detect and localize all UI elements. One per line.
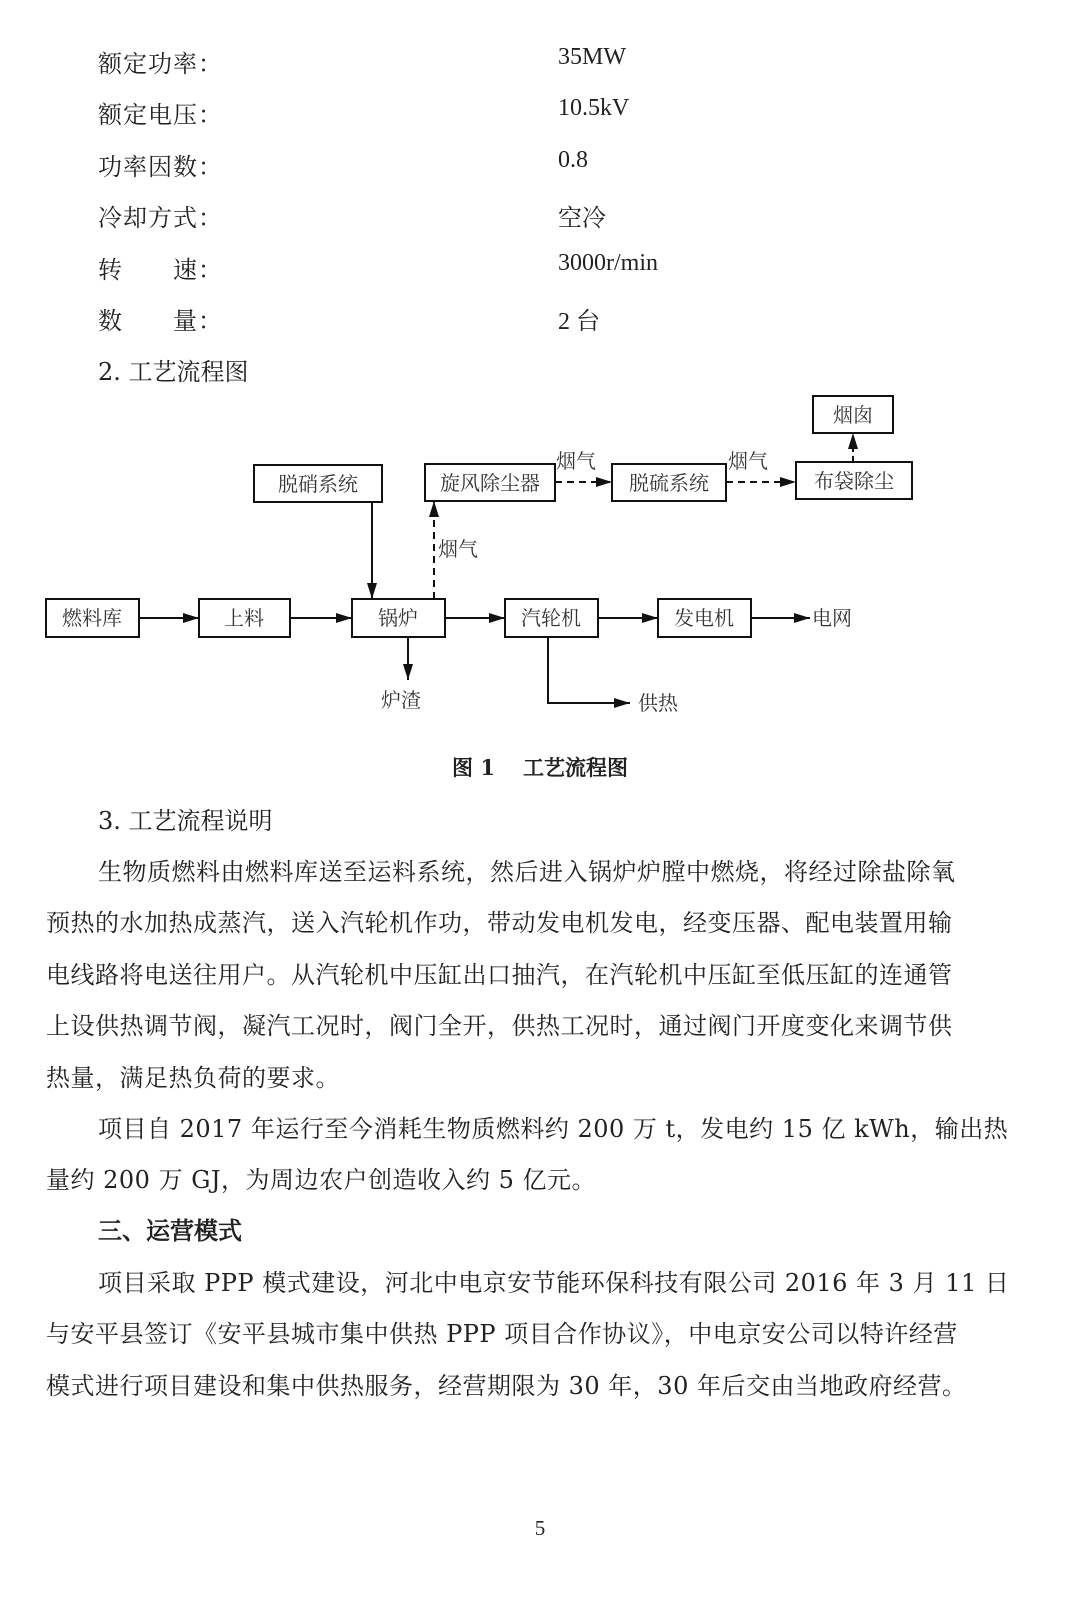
figure-caption <box>0 752 1080 782</box>
text-line: 上设供热调节阀，凝汽工况时，阀门全开，供热工况时，通过阀门开度变化来调节供 <box>46 1012 953 1040</box>
section-heading-operation-model: 三、运营模式 <box>98 1216 242 1245</box>
section-heading-flowchart: 2. 工艺流程图 <box>98 358 249 386</box>
spec-label: 数 量： <box>98 307 223 335</box>
spec-value: 35MW <box>558 44 626 70</box>
spec-label: 冷却方式： <box>98 204 223 232</box>
text-line: 电线路将电送往用户。从汽轮机中压缸出口抽汽，在汽轮机中压缸至低压缸的连通管 <box>46 961 953 989</box>
node-label: 发电机 <box>674 606 734 630</box>
node-label: 旋风除尘器 <box>440 471 540 495</box>
spec-label: 额定功率： <box>98 50 223 78</box>
node-label: 汽轮机 <box>521 606 581 630</box>
spec-label: 转 速： <box>98 256 223 284</box>
line-turbine-to-heat <box>548 637 628 703</box>
spec-value: 10.5kV <box>558 95 630 121</box>
text-line: 热量，满足热负荷的要求。 <box>46 1064 340 1092</box>
section-heading-description: 3. 工艺流程说明 <box>98 807 273 835</box>
node-label: 脱硝系统 <box>278 472 358 496</box>
node-label: 燃料库 <box>62 606 122 630</box>
edge-label-heat-supply: 供热 <box>638 691 678 715</box>
text-line: 项目采取 PPP 模式建设，河北中电京安节能环保科技有限公司 2016 年 3 月 11 日 <box>98 1269 1010 1297</box>
node-label: 布袋除尘 <box>814 469 894 493</box>
text-line: 模式进行项目建设和集中供热服务，经营期限为 30 年，30 年后交由当地政府经营。 <box>46 1372 967 1400</box>
text-line: 生物质燃料由燃料库送至运料系统，然后进入锅炉炉膛中燃烧，将经过除盐除氧 <box>98 858 956 886</box>
edge-label-slag: 炉渣 <box>381 688 421 712</box>
text-line: 项目自 2017 年运行至今消耗生物质燃料约 200 万 t，发电约 15 亿 kWh，输出热 <box>98 1115 1009 1143</box>
spec-value: 2 台 <box>558 309 600 335</box>
text-line: 与安平县签订《安平县城市集中供热 PPP 项目合作协议》，中电京安公司以特许经营 <box>46 1320 958 1348</box>
edge-label-grid: 电网 <box>812 606 852 630</box>
figure-number: 图 1 <box>452 755 495 780</box>
spec-value: 空冷 <box>558 206 606 232</box>
edge-label-flue-gas: 烟气 <box>728 449 768 473</box>
process-flowchart <box>0 380 1080 725</box>
page-number: 5 <box>534 1516 546 1540</box>
figure-title: 工艺流程图 <box>522 755 628 780</box>
node-label: 上料 <box>224 606 264 630</box>
node-label: 锅炉 <box>378 606 418 630</box>
node-label: 烟囱 <box>833 403 873 427</box>
text-line: 预热的水加热成蒸汽，送入汽轮机作功，带动发电机发电，经变压器、配电装置用输 <box>46 909 953 937</box>
spec-label: 额定电压： <box>98 101 223 129</box>
edge-label-flue-gas: 烟气 <box>438 537 478 561</box>
spec-label: 功率因数： <box>98 153 223 181</box>
text-line: 量约 200 万 GJ，为周边农户创造收入约 5 亿元。 <box>46 1166 597 1194</box>
edge-label-flue-gas: 烟气 <box>556 449 596 473</box>
spec-value: 3000r/min <box>558 250 658 276</box>
node-label: 脱硫系统 <box>629 471 709 495</box>
spec-value: 0.8 <box>558 147 588 173</box>
